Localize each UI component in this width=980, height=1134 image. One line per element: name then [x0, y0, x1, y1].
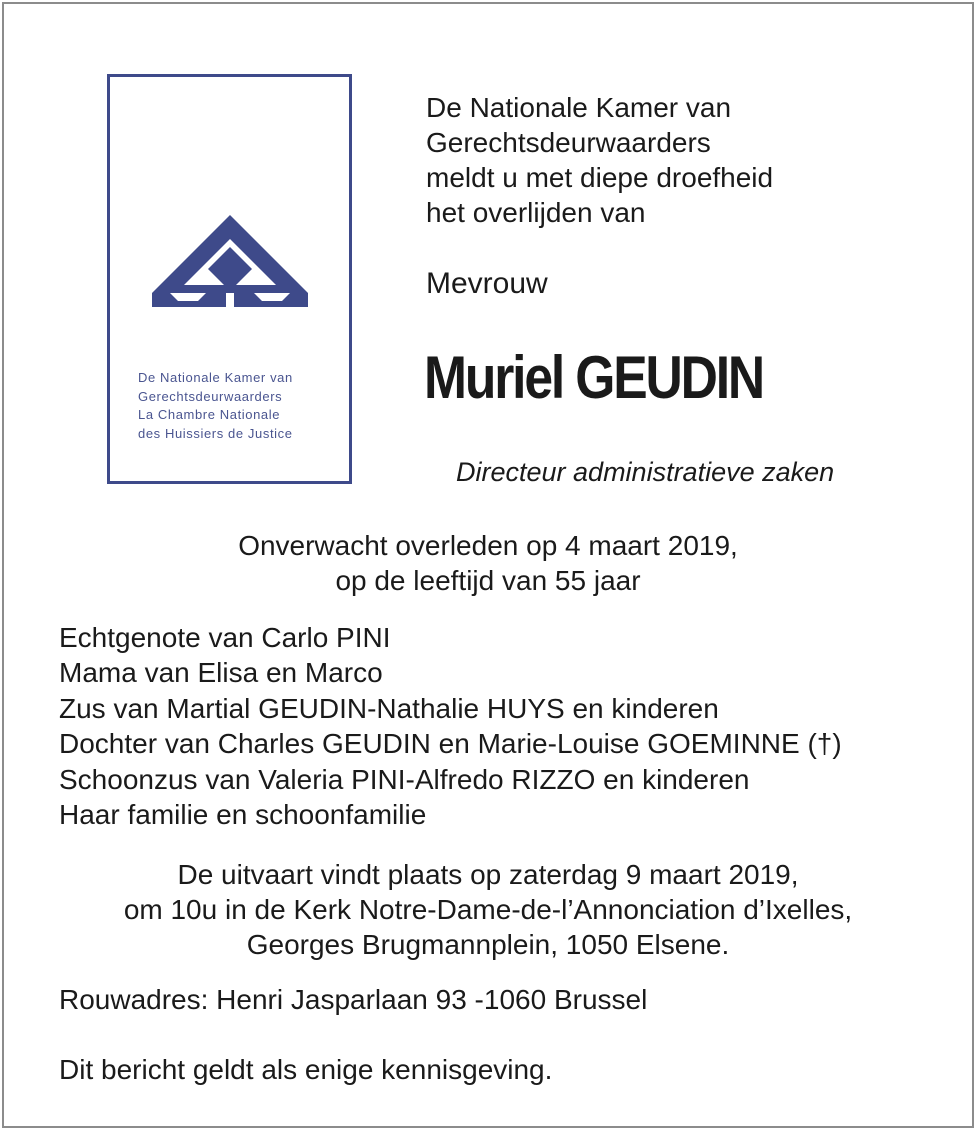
funeral-line: Georges Brugmannplein, 1050 Elsene. [246, 929, 730, 960]
logo [107, 74, 352, 484]
notice-statement: Dit bericht geldt als enige kennisgeving. [59, 1054, 553, 1085]
funeral-details [0, 857, 976, 962]
family-line: Dochter van Charles GEUDIN en Marie-Louise GOEMINNE (†) [59, 728, 842, 760]
funeral-line: om 10u in de Kerk Notre-Dame-de-l’Annonciation d’Ixelles, [123, 894, 853, 925]
deceased-name: Muriel GEUDIN [424, 344, 764, 411]
logo-text-line: La Chambre Nationale [138, 407, 281, 422]
scales-of-justice-triangle-icon [148, 213, 312, 317]
logo-text-line: Gerechtsdeurwaarders [138, 388, 283, 404]
deceased-title: Mevrouw [426, 267, 548, 300]
death-line: Onverwacht overleden op 4 maart 2019, [238, 530, 738, 561]
family-line: Zus van Martial GEUDIN-Nathalie HUYS en kinderen [59, 692, 719, 724]
intro-line: De Nationale Kamer van [426, 92, 732, 123]
announcement-intro [426, 90, 773, 230]
death-line: op de leeftijd van 55 jaar [335, 565, 641, 596]
intro-line: Gerechtsdeurwaarders [426, 127, 711, 158]
logo-text-line: des Huissiers de Justice [138, 425, 293, 441]
family-list [59, 620, 842, 832]
intro-line: het overlijden van [426, 197, 646, 228]
family-line: Haar familie en schoonfamilie [59, 799, 427, 831]
funeral-line: De uitvaart vindt plaats op zaterdag 9 maart 2019, [177, 859, 799, 890]
intro-line: meldt u met diepe droefheid [426, 162, 774, 193]
family-line: Mama van Elisa en Marco [59, 657, 383, 689]
death-details [0, 528, 976, 598]
logo-text-line: De Nationale Kamer van [138, 370, 293, 385]
family-line: Schoonzus van Valeria PINI-Alfredo RIZZO en kinderen [59, 763, 750, 795]
family-line: Echtgenote van Carlo PINI [59, 622, 391, 653]
deceased-role: Directeur administratieve zaken [456, 457, 835, 487]
logo-text [138, 369, 338, 443]
mourning-address: Rouwadres: Henri Jasparlaan 93 -1060 Brussel [59, 984, 648, 1015]
